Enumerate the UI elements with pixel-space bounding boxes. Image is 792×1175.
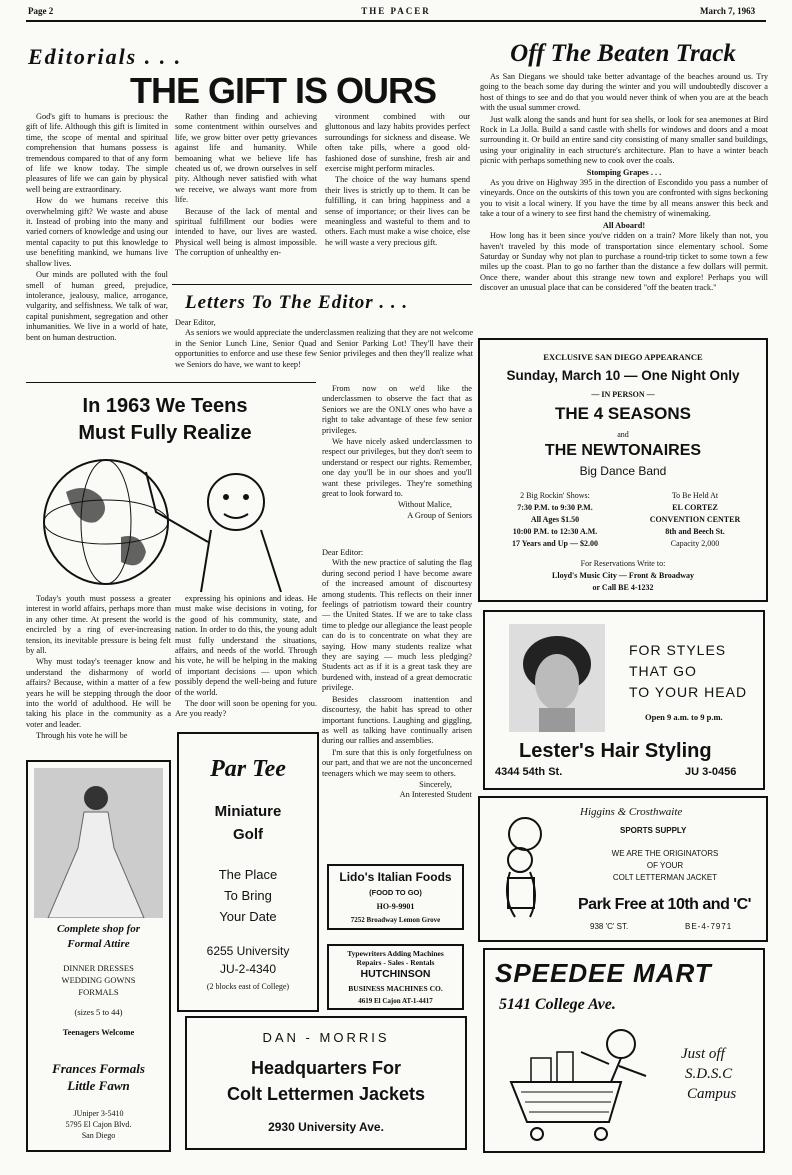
higgins-sub: SPORTS SUPPLY xyxy=(620,826,687,835)
ad-top-line: EXCLUSIVE SAN DIEGO APPEARANCE xyxy=(543,352,703,362)
speedee-name: SPEEDEE MART xyxy=(495,958,712,988)
editorial-column-1: God's gift to humans is precious: the gift of life. Although this gift is limited in time, the scope of mental and spiritual comprehension that humans possess is tremendous compared to that of any form of life we know today. The simple pleasures of life we can gain by physical well being are extraordinary. How do we humans receive this overwhelming gift? We waste and abuse it. Instead of probing into the many and varied corners of knowledge and using our mental capacity to put this knowledge to use benefiting mankind, we humans live shallow lives. Our minds are polluted with the foul smell of human greed, prejudice, intolerance, jealousy, malice, arrogance, vulgarity, and selfishness. We talk of war, capital punishment, segregation and other inhumanities. We live in a world of hate, bent on human destruction. xyxy=(26,112,168,342)
four-seasons-ad xyxy=(478,338,768,602)
lesters-address: 4344 54th St. xyxy=(495,766,563,778)
teens-headline-1: In 1963 We Teens xyxy=(82,395,248,417)
teens-headline-2: Must Fully Realize xyxy=(78,422,252,444)
ad-venue: To Be Held At EL CORTEZ CONVENTION CENTER 8th and Beech St. Capacity 2,000 xyxy=(649,491,741,548)
ad-date: Sunday, March 10 — One Night Only xyxy=(506,368,740,383)
issue-date: March 7, 1963 xyxy=(700,6,756,16)
partee-note: (2 blocks east of College) xyxy=(206,982,290,991)
ad-reservations: For Reservations Write to: Lloyd's Music City — Front & Broadway or Call BE 4-1232 xyxy=(552,559,694,592)
ad-act-2: THE NEWTONAIRES xyxy=(544,442,702,459)
frances-brand: Frances Formals Little Fawn xyxy=(52,1061,145,1093)
mascot-illustration xyxy=(490,812,560,922)
lidos-address: 7252 Broadway Lemon Grove xyxy=(350,916,441,924)
speedee-address: 5141 College Ave. xyxy=(499,996,616,1013)
ad-and: and xyxy=(617,430,629,439)
ad-act-1: THE 4 SEASONS xyxy=(554,404,692,423)
lesters-slogan: FOR STYLES THAT GO TO YOUR HEAD xyxy=(629,642,748,700)
editorial-column-3: vironment combined with our gluttonous and lazy habits provides perfect surroundings for sickness and disease. We often take pills, where a good old-fashioned dose of sunshine, fresh air and exercise might perform miracles. The choice of the way humans spend their lives is strictly up to them. It can be fulfilling, it can bring happiness and a sense of importance; or their lives can be meaningless and wasteful to them and to others. Each must make a wise choice, else he will waste a very precious gift. xyxy=(325,112,470,247)
page-number: Page 2 xyxy=(28,6,54,16)
letters-label: Letters To The Editor . . . xyxy=(185,292,409,313)
lidos-sub: (FOOD TO GO) xyxy=(369,888,422,897)
frances-ad xyxy=(26,760,171,1152)
danmorris-name: DAN - MORRIS xyxy=(262,1030,390,1045)
danmorris-address: 2930 University Ave. xyxy=(268,1120,384,1134)
teen-cartoon-illustration xyxy=(26,452,316,592)
danmorris-line1: Headquarters For xyxy=(250,1058,402,1078)
editorial-headline: THE GIFT IS OURS xyxy=(130,70,437,111)
model-photo xyxy=(509,624,605,732)
lidos-name: Lido's Italian Foods xyxy=(339,870,452,884)
frances-lines: DINNER DRESSES WEDDING GOWNS FORMALS (sizes 5 to 44) Teenagers Welcome xyxy=(61,963,136,1037)
teens-column-2: expressing his opinions and ideas. He must make wise decisions in voting, for the good of his community, state, and nation. In order to do this, the young adult must fully understand the situations, affairs, and needs of the world. Through his vote, he will be helping in the making of important decisions — upon which possibly depend the well-being and future of the world. The door will soon be opening for you. Are you ready? xyxy=(175,594,317,719)
letter-1: Dear Editor, As seniors we would appreciate the underclassmen realizing that they are not welcome in the Senior Lunch Line, Senior Quad and Senior Parking Lot! They'll have their opportunities to enforce and use these few Senior privileges and then they'll realize what we Seniors do have, we want to keep! xyxy=(175,318,473,369)
higgins-park: Park Free at 10th and 'C' xyxy=(578,896,751,913)
lesters-hours: Open 9 a.m. to 9 p.m. xyxy=(645,712,723,722)
beaten-track-article: As San Diegans we should take better advantage of the beaches around us. Try going to the beach some day during the winter and you will undoubtedly discover a host of things to see and do that you would never think of when you are at the beach with the usual summer crowd. Just walk along the sands and hunt for sea shells, or look for sea anemones at Bird Rock in La Jolla. Build a sand castle with shells for windows and doors and a moat surrounding it. Or build an entire sand city consisting of many smaller sand buildings, using your originality in each structure's architecture. Plan to have a winter beach picnic with perhaps something new to cook over the coals. Stomping Grapes . . . As you drive on Highway 395 in the direction of Escondido you pass a number of vineyards. Once on the outskirts of this town you are confronted with signs beckoning you to visit a local winery. If you have the time by all means answer this beck and take a tour of a winery to see first hand the chemistry of winemaking. All Aboard! How long has it been since you've ridden on a train? More likely than not, you haven't traveled by this mode of transportation since elementary school. Some Saturday or Sunday why not plan to purchase a round-trip ticket to some town a few miles up the coast. Plan to go no farther than the distance a few dollars will permit. Once there, wander about this strange new town and explore! Perhaps you will discover an unusual place that can be considered "off the beaten track." xyxy=(480,72,768,293)
lidos-phone: HO-9-9901 xyxy=(376,902,415,911)
beaten-track-headline: Off The Beaten Track xyxy=(510,40,736,67)
higgins-name: Higgins & Crosthwaite xyxy=(580,806,683,818)
editorials-label: Editorials . . . xyxy=(28,44,183,69)
hutchinson-address: 4619 El Cajon AT-1-4417 xyxy=(358,997,433,1005)
speedee-ad xyxy=(483,948,765,1153)
hutchinson-sub: BUSINESS MACHINES CO. xyxy=(348,984,443,993)
lidos-ad xyxy=(327,864,464,930)
ad-band: Big Dance Band xyxy=(579,464,667,478)
teens-column-1: Today's youth must possess a greater interest in world affairs, perhaps more than in any other time. At present the world is encircled by a ring of ever-increasing tension, its inevitable pressure is being felt by all. Why must today's teenager know and understand the disharmony of world affairs? Because, within a matter of a few years he will be stepping through the door into the world of adulthood. He will be taking his place in the community as a voter and leader. Through his vote he will be xyxy=(26,594,171,741)
partee-sub: Miniature Golf xyxy=(214,803,282,843)
lesters-ad xyxy=(483,610,765,790)
frances-title: Complete shop for Formal Attire xyxy=(56,923,141,950)
frances-contact: JUniper 3-5410 5795 El Cajon Blvd. San Diego xyxy=(65,1109,132,1140)
partee-contact: 6255 University JU-2-4340 xyxy=(206,944,290,976)
danmorris-line2: Colt Lettermen Jackets xyxy=(226,1084,426,1104)
ad-in-person: — IN PERSON — xyxy=(591,390,655,399)
editorial-column-2: Rather than finding and achieving some contentment within ourselves and life, we grow bitter over petty grievances against life and humanity. While bemoaning what we believe life has cheated us of, we drown ourselves in self pity. Although never satisfied with what we receive, we always want more from life. Because of the lack of mental and spiritual fulfillment our bodies were intended to have, our lives are wasted. Physical well being is almost impossible. The corruption of unhealthy en- xyxy=(175,112,317,258)
letter-2: Dear Editor: With the new practice of saluting the flag during second period I have become aware of the increased amount of discourtesy among students. This reflects on their inner feelings of patriotism toward their country — the United States. If we are to take class time to pledge our allegiance the least people can do is to concentrate on what they are saying. How many students realize what they are saying — much less pledging? Students act as if it is a great task they are burdened with, instead of a great democratic privilege. Besides classroom inattention and discourtesy, the habit has spread to other important functions. Laughing and giggling, as well as talking have continually arisen during our rallies and assemblies. I'm sure that this is only forgetfulness on our part, and that we are not the unconcerned teenagers which we may seem to others. Sincerely, An Interested Student xyxy=(322,548,472,800)
hutchinson-ad xyxy=(327,944,464,1010)
speedee-tagline: Just off S.D.S.C Campus xyxy=(681,1046,737,1102)
partee-ad xyxy=(177,732,319,1012)
partee-tagline: The Place To Bring Your Date xyxy=(218,867,278,924)
lesters-phone: JU 3-0456 xyxy=(685,766,737,778)
ad-show-times: 2 Big Rockin' Shows: 7:30 P.M. to 9:30 P.M. All Ages $1.50 10:00 P.M. to 12:30 A.M. 17 Years and Up — $2.00 xyxy=(512,491,598,548)
partee-name: Par Tee xyxy=(210,756,286,782)
higgins-copy: WE ARE THE ORIGINATORS OF YOUR COLT LETTERMAN JACKET xyxy=(611,849,719,882)
shopping-cart-illustration xyxy=(501,1022,661,1144)
gown-photo xyxy=(34,768,163,918)
hutchinson-name: HUTCHINSON xyxy=(360,968,431,980)
newspaper-name: THE PACER xyxy=(361,6,431,16)
hutchinson-lines: Typewriters Adding Machines Repairs - Sales - Rentals xyxy=(347,949,444,967)
letter-1-continued: From now on we'd like the underclassmen to observe the fact that as Seniors we are the ONLY ones who have a right to take advantage of these few senior privileges. We have nicely asked underclassmen to respect our privileges, but they don't seem to understand or respect our rights. Remember, one day you'll be in our shoes and you'll want these privileges. They're something great to look forward to. Without Malice, A Group of Seniors xyxy=(322,384,472,520)
danmorris-ad xyxy=(185,1016,467,1150)
lesters-name: Lester's Hair Styling xyxy=(519,740,712,762)
higgins-address: 938 'C' ST. xyxy=(590,922,629,931)
higgins-phone: BE-4-7971 xyxy=(685,922,733,931)
higgins-ad xyxy=(478,796,768,942)
